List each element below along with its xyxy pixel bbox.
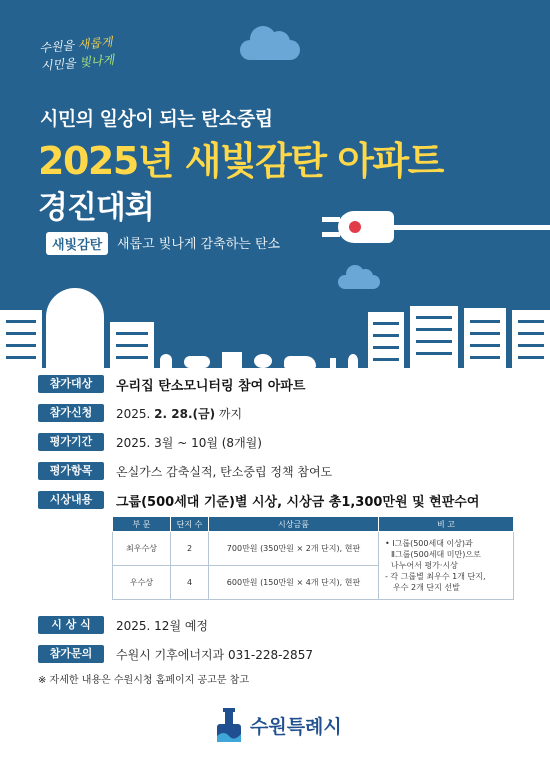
info-label: 참가대상	[38, 375, 104, 393]
slogan-logo: 수원을 새롭게 시민을 빛나게	[38, 34, 115, 74]
tree-icon	[348, 354, 358, 368]
recycle-icon	[254, 354, 272, 368]
info-row-target	[38, 375, 305, 393]
info-label: 평가항목	[38, 462, 104, 480]
city-skyline	[0, 288, 550, 368]
bicycle-icon	[184, 356, 210, 368]
info-row-contact	[38, 645, 313, 663]
award-table	[112, 516, 514, 600]
info-label: 참가신청	[38, 404, 104, 422]
hero-banner	[0, 0, 550, 368]
info-label: 참가문의	[38, 645, 104, 663]
info-row-ceremony	[38, 616, 208, 634]
info-row-awards	[38, 491, 479, 509]
cloud-icon	[338, 275, 380, 289]
table-row: 우수상 4 600만원 (150만원 × 4개 단지), 현판	[113, 566, 514, 600]
info-value: 우리집 탄소모니터링 참여 아파트	[116, 378, 306, 394]
table-header: 단지 수	[171, 517, 209, 532]
table-row: 최우수상 2 700만원 (350만원 × 2개 단지), 현판 • Ⅰ그룹(500세대 이상)과 Ⅱ그룹(500세대 미만)으로 나누어서 평가·시상 - 각 그룹별 최우수 1개 단지, 우수 2개 단지 선발	[113, 532, 514, 566]
info-value: 온실가스 감축실적, 탄소중립 정책 참여도	[116, 464, 333, 479]
info-value: 2025. 2. 28.(금) 까지	[116, 406, 243, 421]
suwon-emblem-icon	[214, 706, 244, 744]
info-label: 평가기간	[38, 433, 104, 451]
table-header: 비 고	[379, 517, 514, 532]
electric-car-icon	[284, 356, 316, 368]
info-value: 그룹(500세대 기준)별 시상, 시상금 총1,300만원 및 현판수여	[116, 494, 480, 510]
info-row-period	[38, 433, 262, 451]
info-label: 시상내용	[38, 491, 104, 509]
info-row-criteria	[38, 462, 332, 480]
cloud-icon	[240, 40, 300, 60]
info-value: 2025. 12월 예정	[116, 618, 209, 633]
plant-icon	[330, 358, 336, 368]
info-row-apply	[38, 404, 242, 422]
tagline-text: 새롭고 빛나게 감축하는 탄소	[117, 237, 281, 252]
table-notes: • Ⅰ그룹(500세대 이상)과 Ⅱ그룹(500세대 미만)으로 나누어서 평가·시상 - 각 그룹별 최우수 1개 단지, 우수 2개 단지 선발	[379, 532, 514, 600]
table-header: 부 문	[113, 517, 171, 532]
info-label: 시 상 식	[38, 616, 104, 634]
table-header: 시상금품	[209, 517, 379, 532]
tagline-badge: 새빛감탄	[46, 232, 108, 255]
info-value: 2025. 3월 ~ 10월 (8개월)	[116, 435, 262, 450]
footnote: ※ 자세한 내용은 수원시청 홈페이지 공고문 참고	[38, 675, 249, 686]
title-line-1: 2025년 새빛감탄 아파트	[38, 139, 443, 183]
solar-panel-icon	[222, 352, 242, 368]
info-value: 수원시 기후에너지과 031-228-2857	[116, 647, 313, 662]
city-logo	[214, 706, 342, 744]
city-name: 수원특례시	[250, 715, 342, 738]
subtitle: 시민의 일상이 되는 탄소중립	[40, 108, 273, 130]
info-section	[0, 368, 550, 777]
title-line-2: 경진대회	[38, 190, 154, 226]
tree-icon	[160, 354, 172, 368]
